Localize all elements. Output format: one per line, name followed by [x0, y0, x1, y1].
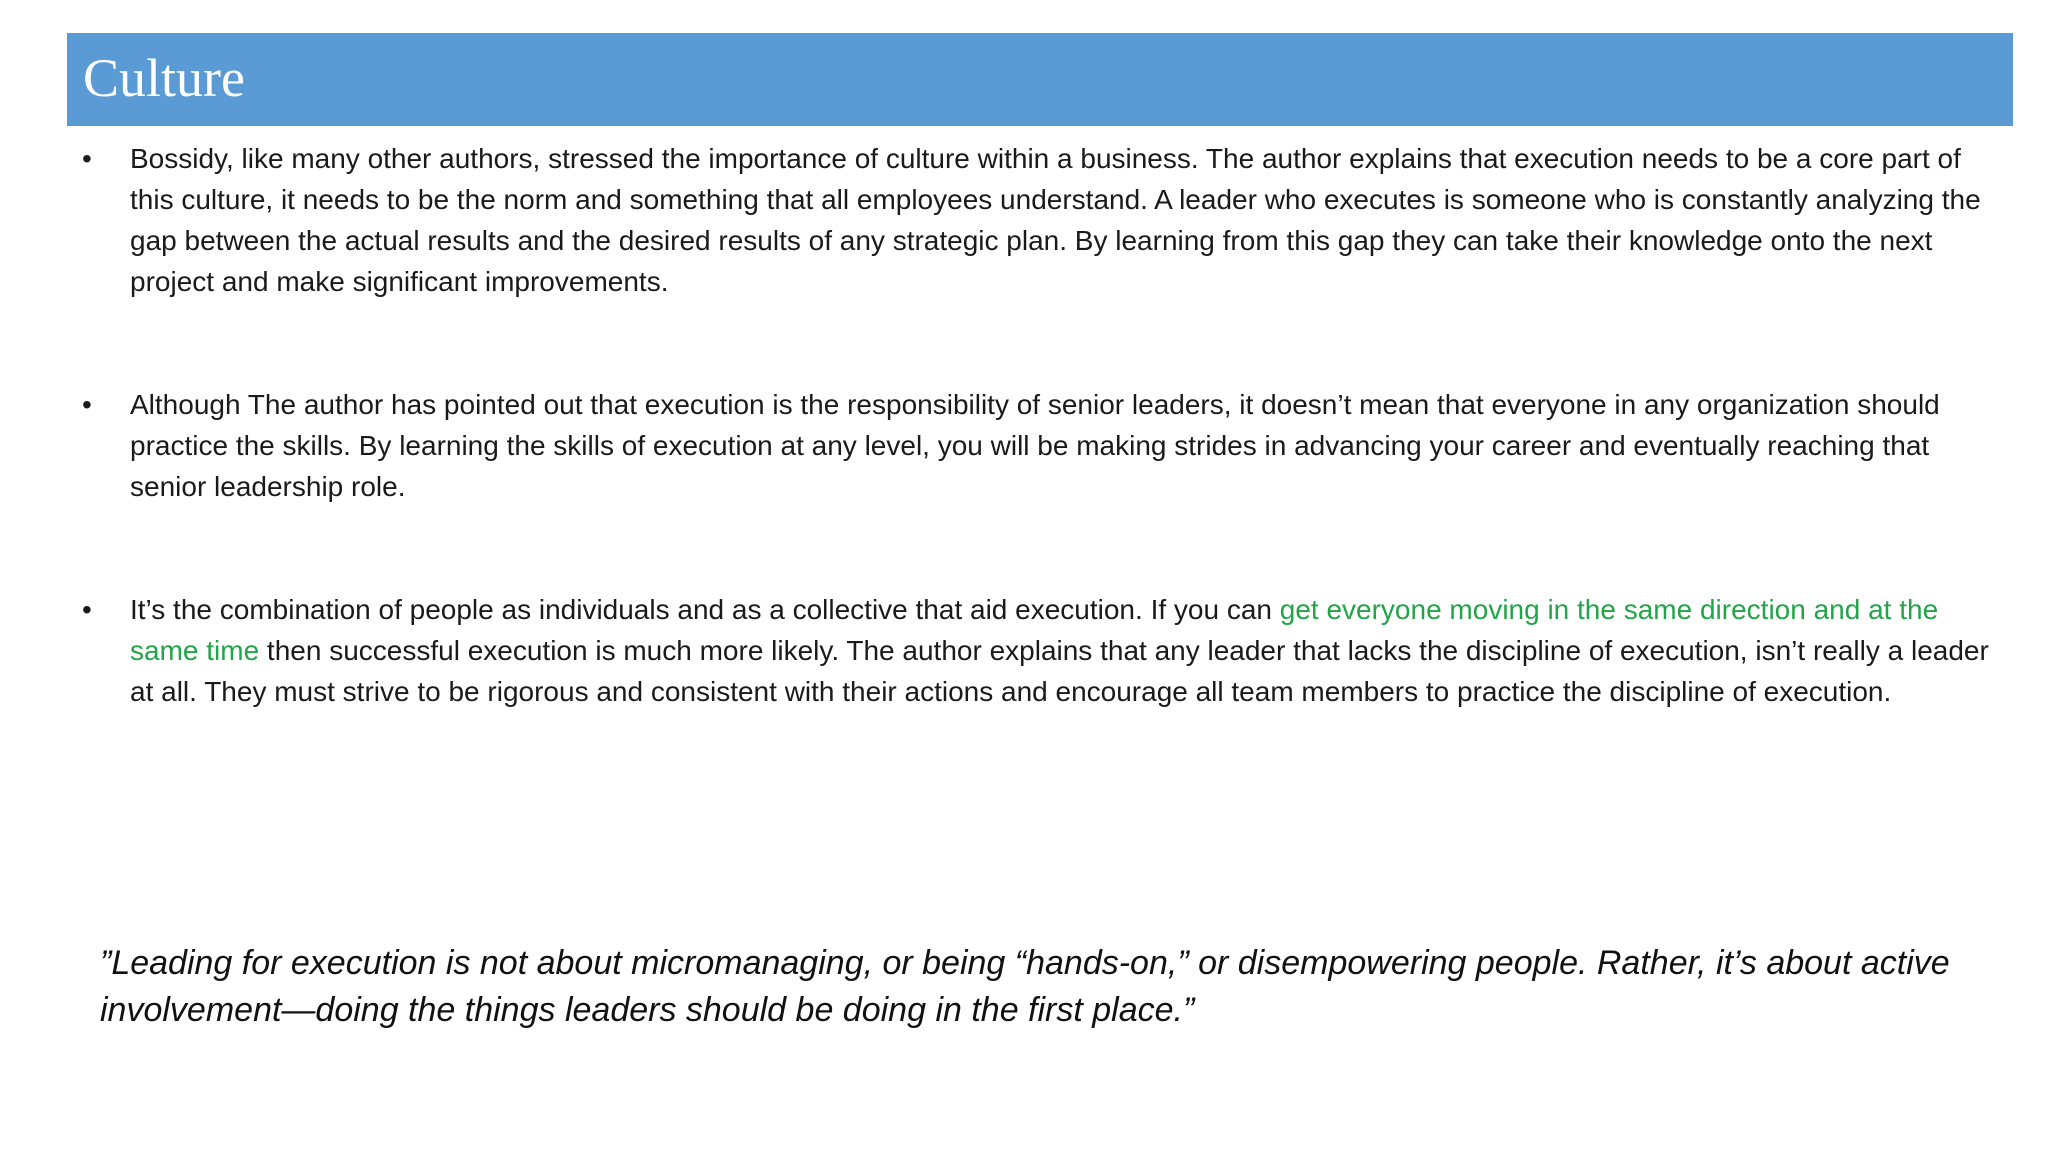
bullet-list — [76, 138, 2006, 794]
bullet-text-start: It’s the combination of people as individuals and as a collective that aid execution. If you can — [130, 594, 1280, 625]
bullet-text: Bossidy, like many other authors, stressed the importance of culture within a business. The author explains that execution needs to be a core part of this culture, it needs to be the norm and something that all employees understand. A leader who executes is someone who is constantly analyzing the gap between the actual results and the desired results of any strategic plan. By learning from this gap they can take their knowledge onto the next project and make significant improvements. — [130, 143, 1981, 297]
bullet-item-collective — [76, 589, 2006, 712]
bullet-icon: • — [82, 594, 92, 625]
slide-title: Culture — [83, 48, 245, 108]
title-bar — [67, 33, 2013, 126]
bullet-text-end: then successful execution is much more likely. The author explains that any leader that lacks the discipline of execution, isn’t really a leader at all. They must strive to be rigorous and consistent with their actions and encourage all team members to practice the discipline of execution. — [130, 635, 1989, 707]
quote: ”Leading for execution is not about micromanaging, or being “hands-on,” or disempowering people. Rather, it’s about active involvement—doing the things leaders should be doing in the first place.” — [100, 944, 1950, 1029]
bullet-icon: • — [82, 143, 92, 174]
bullet-item-culture — [76, 138, 2006, 302]
highlighted-phrase: get everyone moving in the same direction and at the same time — [130, 594, 1939, 666]
bullet-item-senior-leaders — [76, 384, 2006, 507]
bullet-text: Although The author has pointed out that execution is the responsibility of senior leaders, it doesn’t mean that everyone in any organization should practice the skills. By learning the skills of execution at any level, you will be making strides in advancing your career and eventually reaching that senior leadership role. — [130, 389, 1940, 502]
bullet-icon: • — [82, 389, 92, 420]
